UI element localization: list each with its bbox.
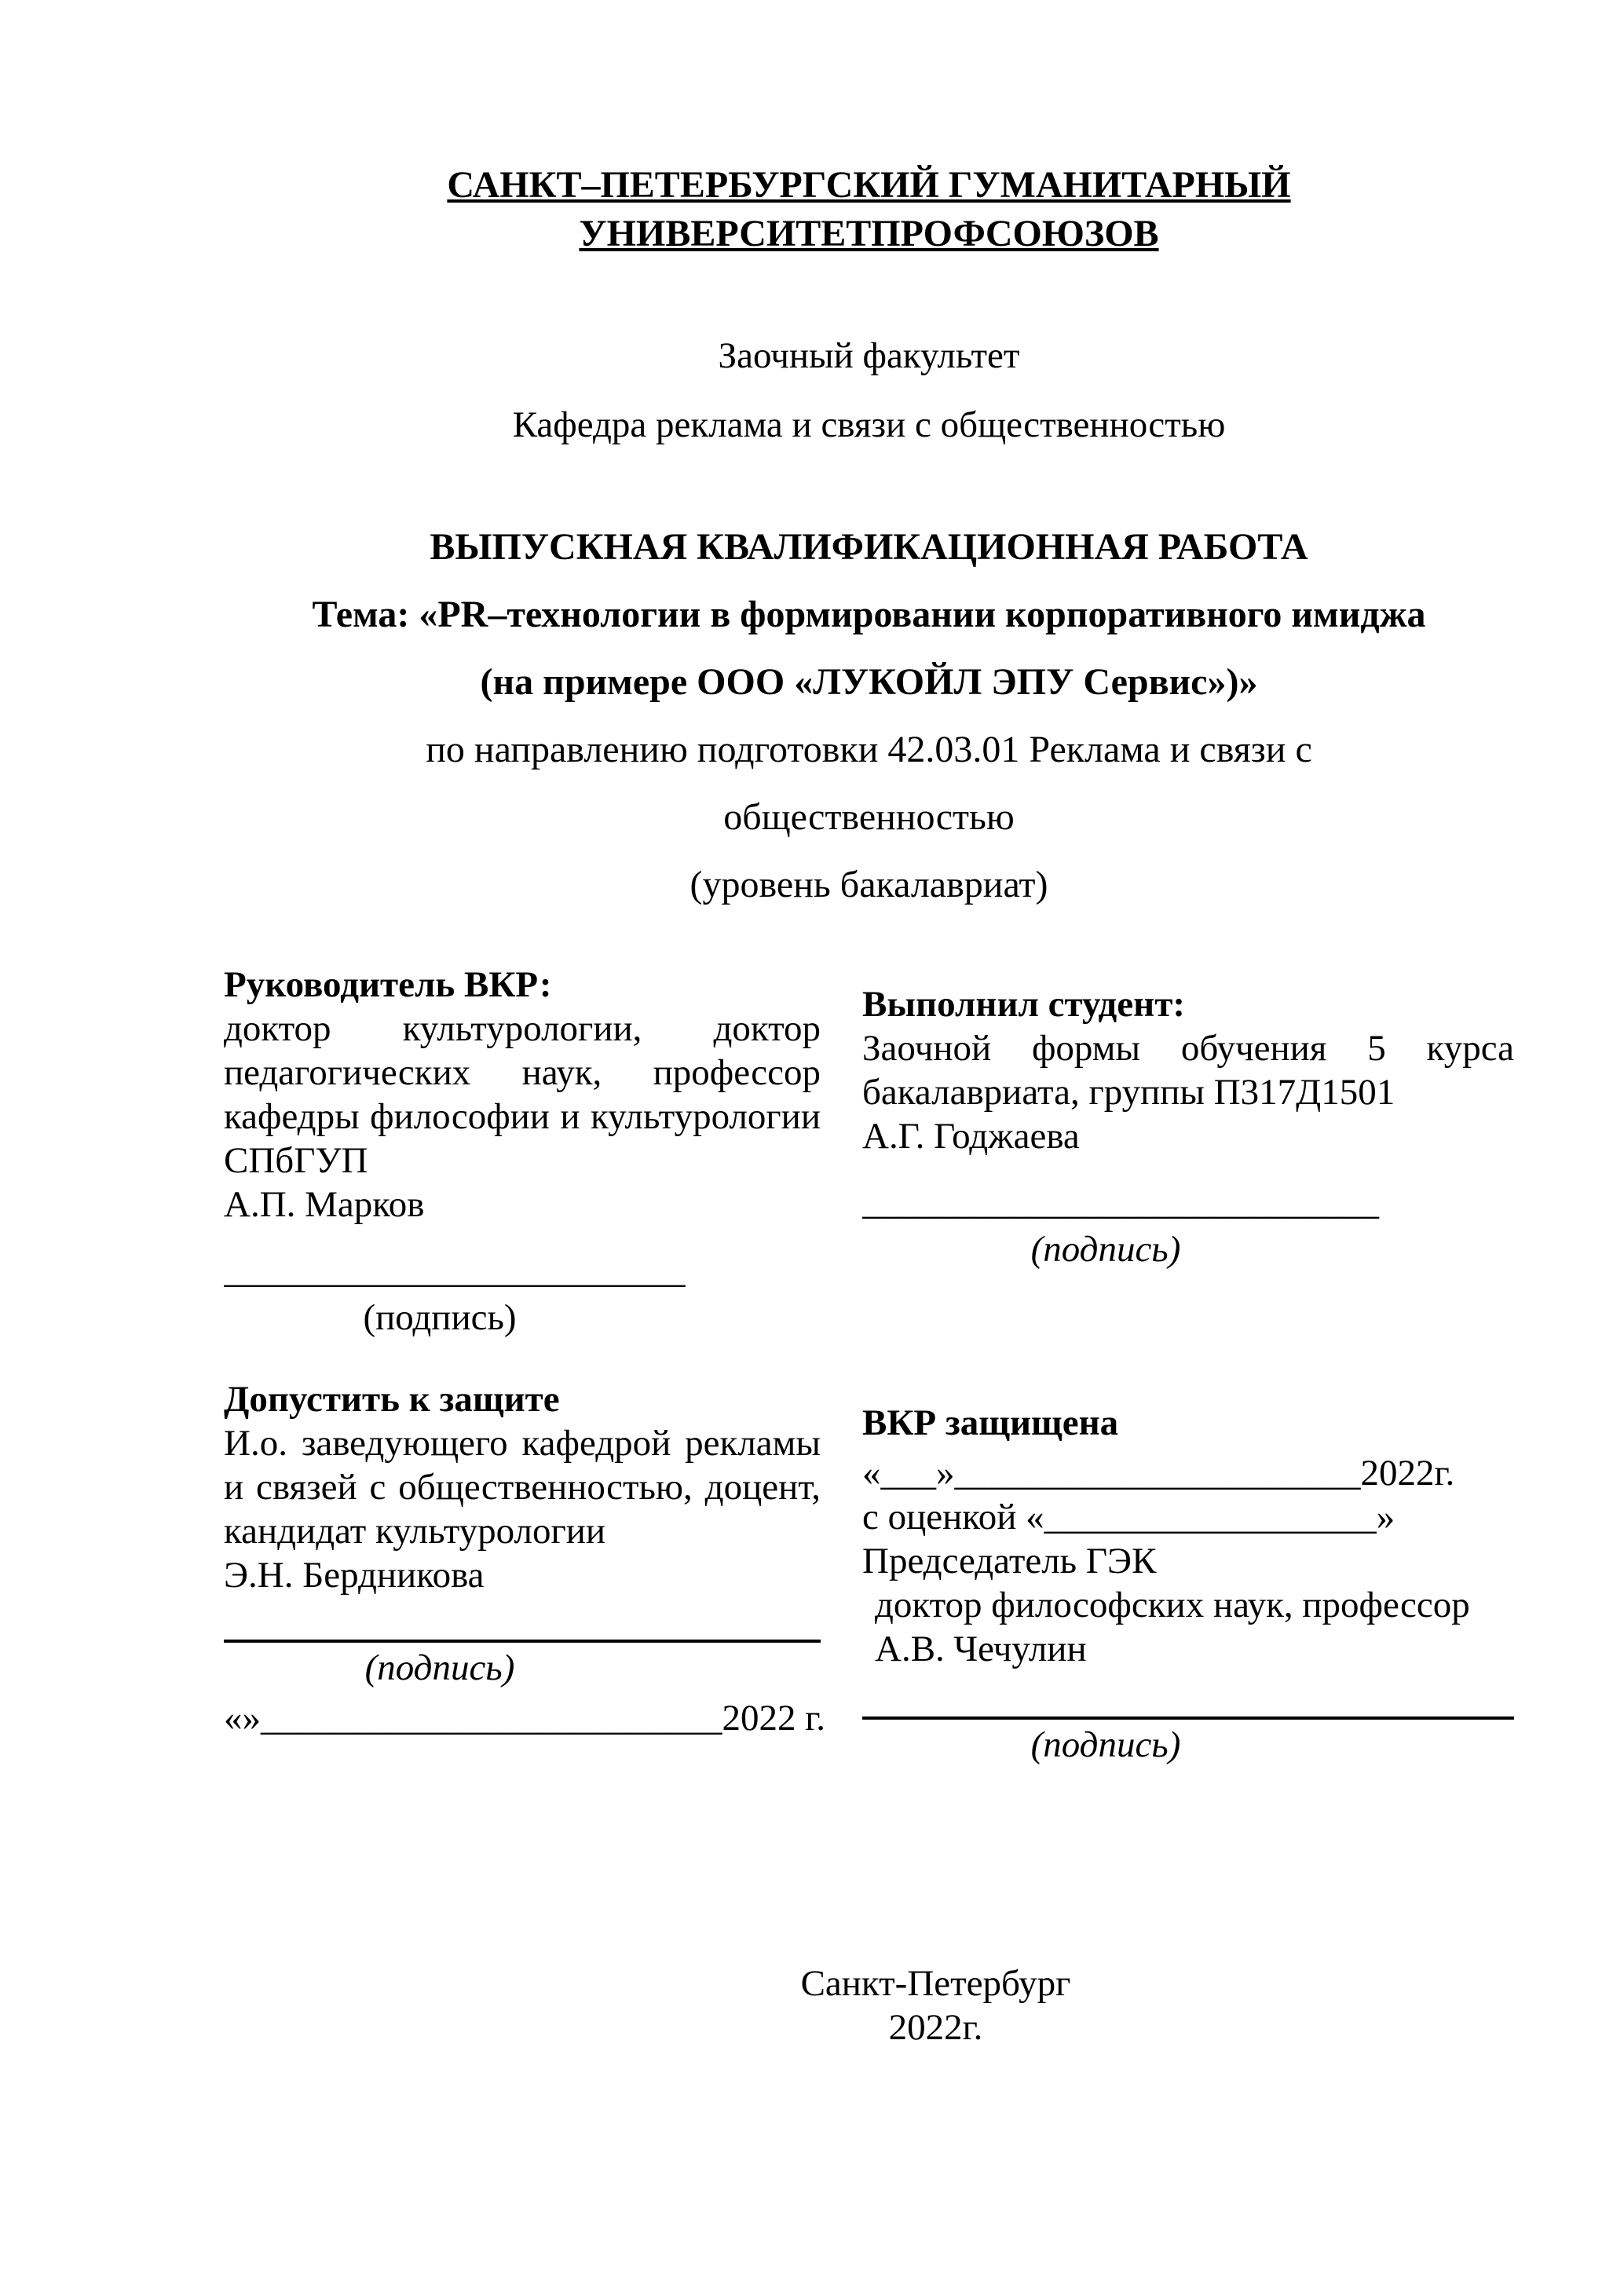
direction-line1: по направлению подготовки 42.03.01 Реклама и связи с bbox=[426, 728, 1312, 770]
university-name bbox=[224, 161, 1514, 259]
admission-heading: Допустить к защите bbox=[224, 1378, 560, 1420]
chairman-description: доктор философских наук, профессор bbox=[875, 1584, 1470, 1625]
admission-block bbox=[224, 1377, 825, 1767]
university-name-line2: УНИВЕРСИТЕТПРОФСОЮЗОВ bbox=[579, 213, 1159, 255]
admission-name: Э.Н. Бердникова bbox=[224, 1554, 485, 1596]
theme-line1: Тема: «PR–технологии в формировании корпоративного имиджа bbox=[312, 593, 1426, 635]
theme-line2: (на примере ООО «ЛУКОЙЛ ЭПУ Сервис»)» bbox=[480, 660, 1258, 703]
supervisor-signature-label: (подпись) bbox=[363, 1296, 517, 1338]
supervisor-heading: Руководитель ВКР: bbox=[224, 963, 552, 1005]
supervisor-signature-line: _________________________ bbox=[224, 1249, 686, 1291]
department-name: Кафедра реклама и связи с общественностью bbox=[512, 404, 1226, 445]
signatories-row-1 bbox=[224, 963, 1514, 1340]
admission-signature-label: (подпись) bbox=[364, 1647, 515, 1688]
footer-year: 2022г. bbox=[888, 2007, 983, 2048]
defense-signature-rule bbox=[862, 1717, 1514, 1720]
supervisor-block bbox=[224, 963, 821, 1340]
work-type-title: ВЫПУСКНАЯ КВАЛИФИКАЦИОННАЯ РАБОТА bbox=[430, 525, 1308, 568]
student-heading: Выполнил студент: bbox=[862, 983, 1185, 1025]
title-block bbox=[224, 514, 1514, 919]
university-name-line1: САНКТ–ПЕТЕРБУРГСКИЙ ГУМАНИТАРНЫЙ bbox=[447, 164, 1291, 206]
defense-block bbox=[862, 1401, 1514, 1767]
footer bbox=[357, 1961, 1514, 2049]
student-name: А.Г. Годжаева bbox=[862, 1115, 1080, 1157]
chairman-title: Председатель ГЭК bbox=[862, 1540, 1157, 1581]
admission-date-line: «»_________________________2022 г. bbox=[224, 1697, 825, 1738]
supervisor-name: А.П. Марков bbox=[224, 1183, 425, 1225]
student-block bbox=[862, 982, 1514, 1340]
signatories-row-2 bbox=[224, 1377, 1514, 1767]
footer-city: Санкт-Петербург bbox=[800, 1963, 1071, 2004]
defense-signature-label: (подпись) bbox=[1030, 1724, 1181, 1765]
defense-heading: ВКР защищена bbox=[862, 1402, 1119, 1443]
admission-signature-rule bbox=[224, 1640, 821, 1643]
defense-date-line: «___»______________________2022г. bbox=[862, 1452, 1455, 1493]
admission-description: И.о. заведующего кафедрой рекламы и связей с общественностью, доцент, кандидат культурологии bbox=[224, 1422, 821, 1552]
student-signature-label: (подпись) bbox=[1030, 1228, 1181, 1270]
chairman-name: А.В. Чечулин bbox=[875, 1628, 1087, 1669]
defense-grade-line: с оценкой «__________________» bbox=[862, 1496, 1395, 1537]
student-signature-line: ____________________________ bbox=[862, 1181, 1379, 1223]
student-description: Заочной формы обучения 5 курса бакалавриата, группы П317Д1501 bbox=[862, 1027, 1514, 1113]
supervisor-description: доктор культурологии, доктор педагогических наук, профессор кафедры философии и культурологии СПбГУП bbox=[224, 1007, 821, 1181]
faculty-name: Заочный факультет bbox=[718, 335, 1020, 376]
degree-level: (уровень бакалавриат) bbox=[689, 863, 1048, 905]
direction-line2: общественностью bbox=[723, 795, 1015, 838]
